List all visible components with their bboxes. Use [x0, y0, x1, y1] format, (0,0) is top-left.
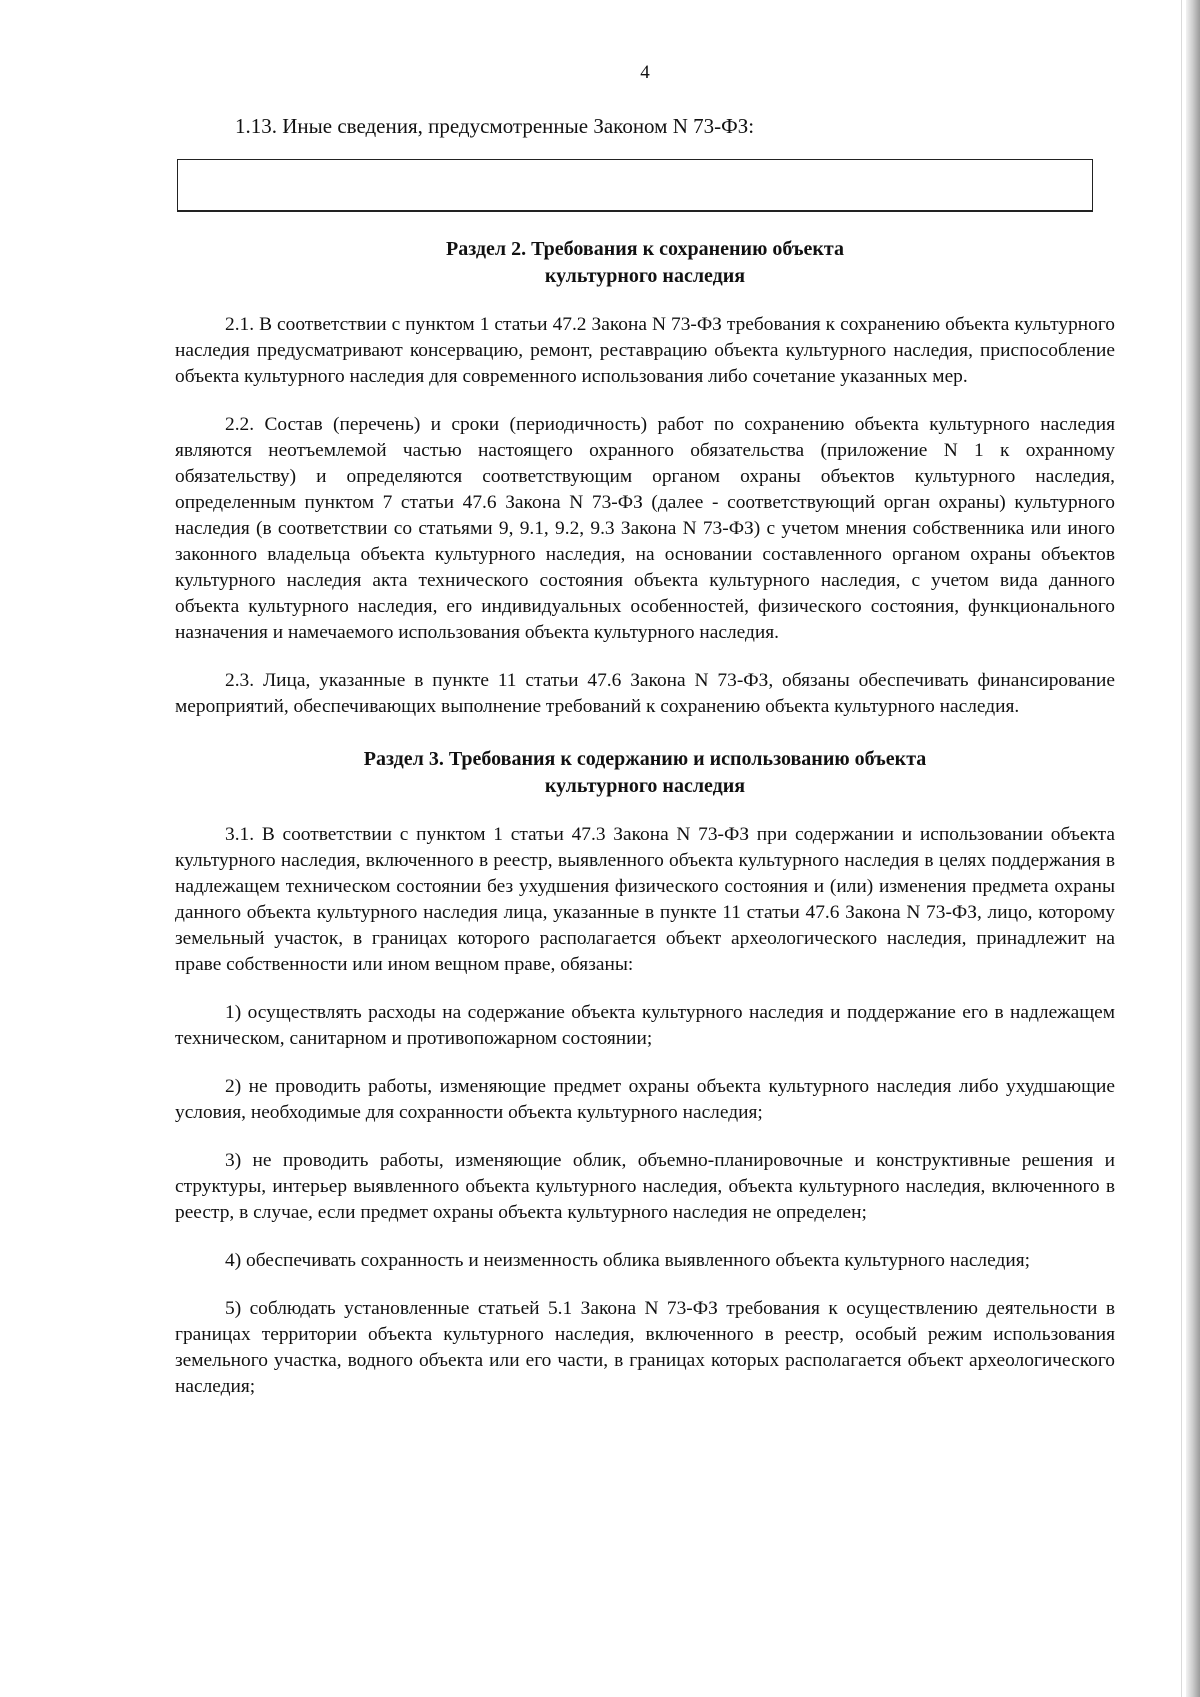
list-item-3: 3) не проводить работы, изменяющие облик, объемно-планировочные и конструктивные решения и структуры, интерьер выявленного объекта культурного наследия, объекта культурного наследия, включенного в реестр, в случае, если предмет охраны объекта культурного наследия не определен;: [175, 1150, 1115, 1223]
list-item-1: 1) осуществлять расходы на содержание объекта культурного наследия и поддержание его в надлежащем техническом, санитарном и противопожарном состоянии;: [175, 1002, 1115, 1049]
list-item-2: 2) не проводить работы, изменяющие предмет охраны объекта культурного наследия либо ухудшающие условия, необходимые для сохранности объекта культурного наследия;: [175, 1076, 1115, 1123]
paragraph-3-1: 3.1. В соответствии с пунктом 1 статьи 47.3 Закона N 73-ФЗ при содержании и использовании объекта культурного наследия, включенного в реестр, выявленного объекта культурного наследия в целях поддержания в надлежащем техническом состоянии без ухудшения физического состояния и (или) изменения предмета охраны данного объекта культурного наследия лица, указанные в пункте 11 статьи 47.6 Закона N 73-ФЗ, лицо, которому земельный участок, в границах которого располагается объект археологического наследия, принадлежит на праве собственности или ином вещном праве, обязаны:: [175, 824, 1115, 975]
section-3-heading-line-1: Раздел 3. Требования к содержанию и использованию объекта: [363, 748, 927, 770]
list-item-4: 4) обеспечивать сохранность и неизменность облика выявленного объекта культурного наследия;: [225, 1250, 1031, 1271]
section-3-heading-line-2: культурного наследия: [544, 775, 746, 797]
paragraph-2-2: 2.2. Состав (перечень) и сроки (периодичность) работ по сохранению объекта культурного наследия являются неотъемлемой частью настоящего охранного обязательства (приложение N 1 к охранному обязательству) и определяются соответствующим органом охраны объектов культурного наследия, определенным пунктом 7 статьи 47.6 Закона N 73-ФЗ (далее - соответствующий орган охраны) культурного наследия (в соответствии со статьями 9, 9.1, 9.2, 9.3 Закона N 73-ФЗ) с учетом мнения собственника или иного законного владельца объекта культурного наследия, на основании составленного органом охраны объектов культурного наследия акта технического состояния объекта культурного наследия, с учетом вида данного объекта культурного наследия, его индивидуальных особенностей, физического состояния, функционального назначения и намечаемого использования объекта культурного наследия.: [175, 414, 1115, 643]
paragraph-2-1: 2.1. В соответствии с пунктом 1 статьи 47.2 Закона N 73-ФЗ требования к сохранению объекта культурного наследия предусматривают консервацию, ремонт, реставрацию объекта культурного наследия, приспособление объекта культурного наследия для современного использования либо сочетание указанных мер.: [175, 314, 1115, 387]
section-2-heading-line-2: культурного наследия: [544, 265, 746, 287]
paragraph-2-3: 2.3. Лица, указанные в пункте 11 статьи 47.6 Закона N 73-ФЗ, обязаны обеспечивать финансирование мероприятий, обеспечивающих выполнение требований к сохранению объекта культурного наследия.: [175, 670, 1115, 717]
section-2-heading-line-1: Раздел 2. Требования к сохранению объекта: [446, 238, 844, 260]
other-info-field: [177, 159, 1093, 212]
list-item-5: 5) соблюдать установленные статьей 5.1 Закона N 73-ФЗ требования к осуществлению деятельности в границах территории объекта культурного наследия, включенного в реестр, особый режим использования земельного участка, водного объекта или его части, в границах которых располагается объект археологического наследия;: [175, 1298, 1115, 1397]
scan-edge-shadow: [1186, 0, 1200, 1697]
scan-edge-line: [1181, 0, 1182, 1697]
page-number: 4: [640, 62, 650, 83]
item-1-13: 1.13. Иные сведения, предусмотренные Законом N 73-ФЗ:: [235, 114, 755, 138]
page-content: [175, 113, 1115, 1400]
